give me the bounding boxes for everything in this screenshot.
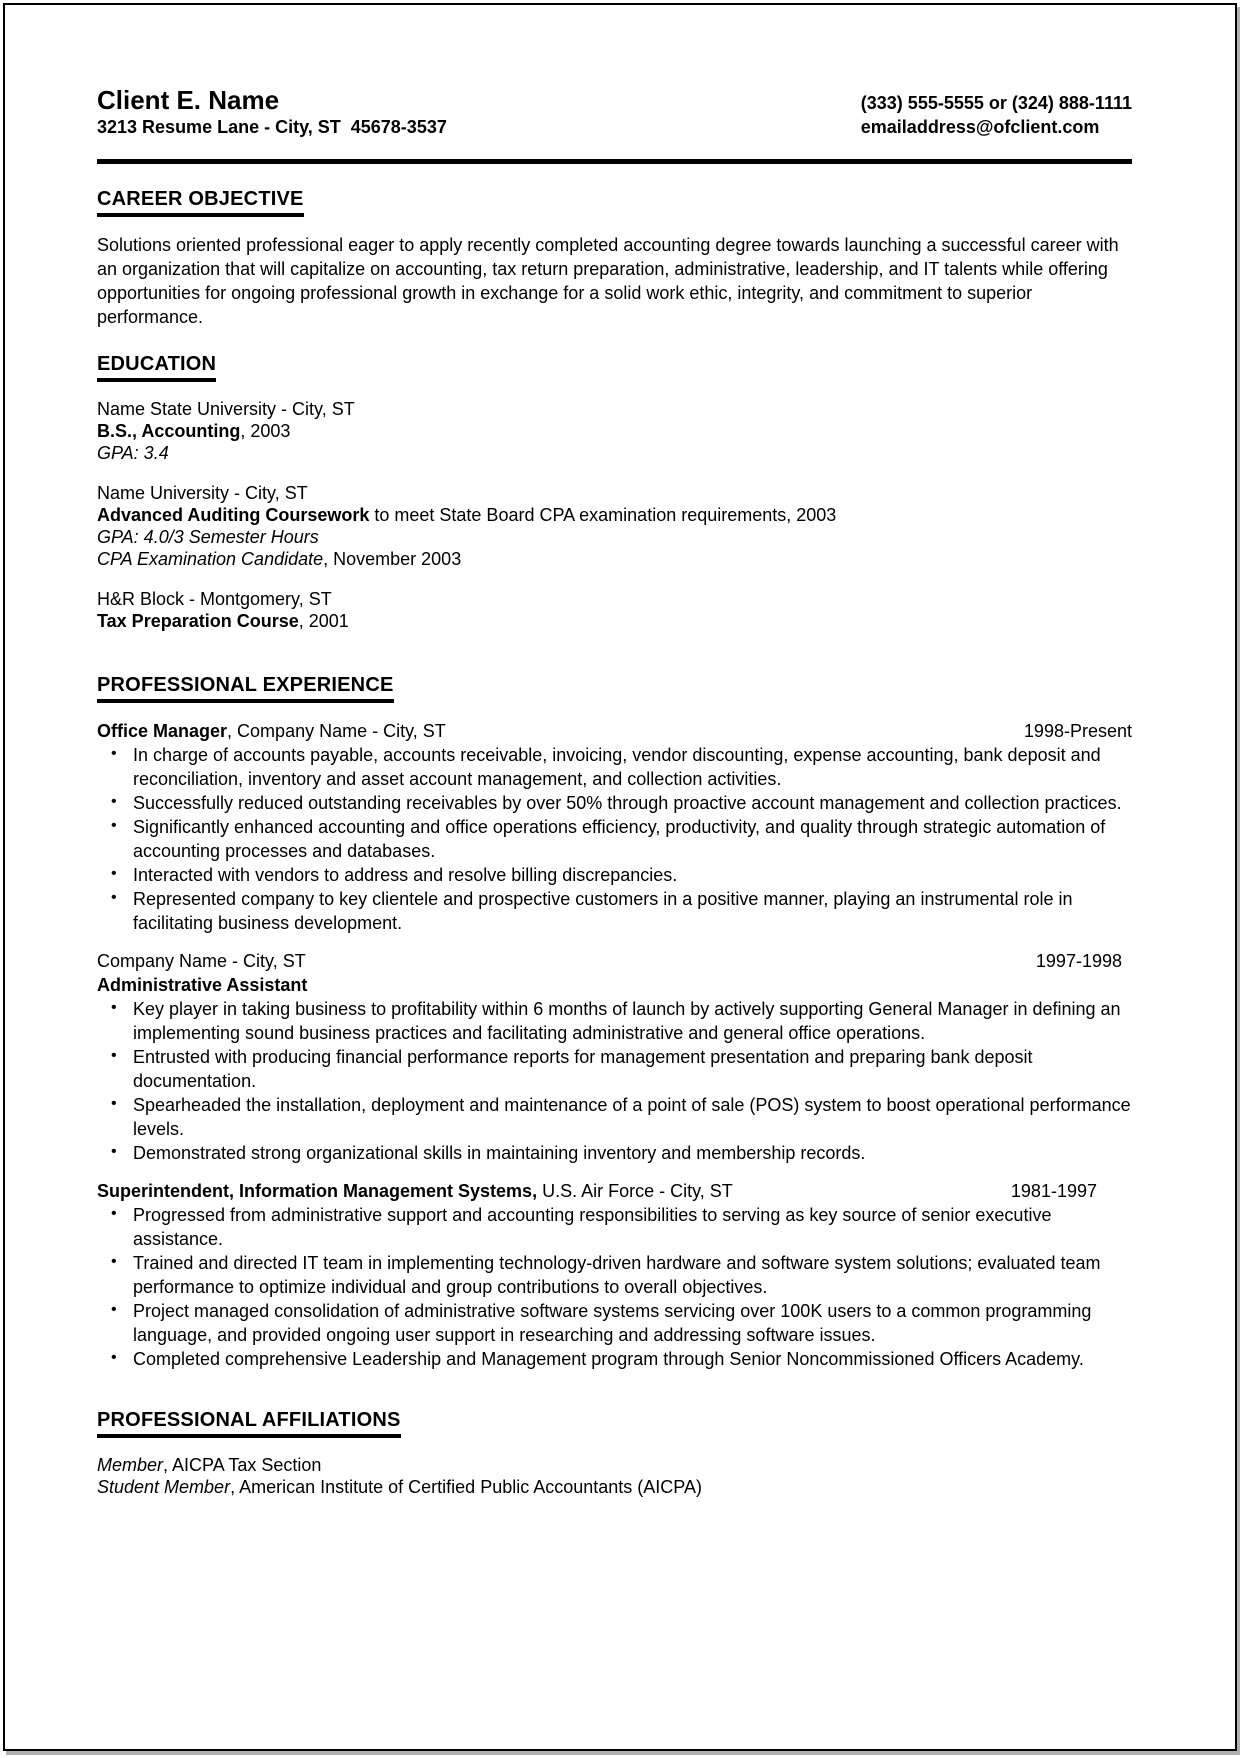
job-title-bold: Administrative Assistant bbox=[97, 975, 308, 995]
job-header bbox=[97, 1179, 1132, 1203]
affiliation-item bbox=[97, 1454, 1132, 1476]
career-objective-heading: CAREER OBJECTIVE bbox=[97, 188, 304, 217]
bullet-icon: • bbox=[111, 745, 117, 762]
bullet-text: Demonstrated strong organizational skills in maintaining inventory and membership records. bbox=[133, 1143, 866, 1163]
bullet-icon: • bbox=[111, 1143, 117, 1160]
job-company: Company Name - City, ST bbox=[97, 951, 306, 971]
bullet-text: Interacted with vendors to address and resolve billing discrepancies. bbox=[133, 865, 678, 885]
career-objective-text: Solutions oriented professional eager to apply recently completed accounting degree towards launching a successful career with an organization that will capitalize on accounting, tax return preparation, administrative, leadership, and IT talents while offering opportunities for ongoing professional growth in exchange for a solid work ethic, integrity, and commitment to superior performance. bbox=[97, 235, 1119, 327]
professional-affiliations-heading: PROFESSIONAL AFFILIATIONS bbox=[97, 1409, 401, 1438]
education-entry bbox=[97, 482, 1132, 570]
client-address: 3213 Resume Lane - City, ST 45678-3537 bbox=[97, 117, 447, 137]
job-title-bold: Superintendent, Information Management Systems, bbox=[97, 1181, 538, 1201]
education-heading: EDUCATION bbox=[97, 353, 216, 382]
job-entry bbox=[97, 949, 1132, 1165]
education-degree bbox=[97, 420, 1132, 442]
affiliation-role-italic: Member bbox=[97, 1455, 164, 1475]
bullet-text: Trained and directed IT team in implementing technology-driven hardware and software system solutions; evaluated team performance to optimize individual and group contributions to overall objectives. bbox=[133, 1253, 1101, 1297]
bullet-icon: • bbox=[111, 1301, 117, 1318]
bullet-item bbox=[97, 887, 1132, 935]
bullet-text: Spearheaded the installation, deployment and maintenance of a point of sale (POS) system to boost operational performance levels. bbox=[133, 1095, 1131, 1139]
bullet-text: Successfully reduced outstanding receivables by over 50% through proactive account management and collection practices. bbox=[133, 793, 1122, 813]
resume-page bbox=[3, 3, 1237, 1751]
education-degree-bold: Tax Preparation Course bbox=[97, 611, 299, 631]
education-institution: Name State University - City, ST bbox=[97, 399, 355, 419]
job-header bbox=[97, 949, 1132, 973]
job-entry bbox=[97, 1179, 1132, 1371]
bullet-item bbox=[97, 815, 1132, 863]
affiliation-org: , American Institute of Certified Public Accountants (AICPA) bbox=[230, 1477, 702, 1497]
bullet-icon: • bbox=[111, 865, 117, 882]
education-degree-bold: B.S., Accounting bbox=[97, 421, 241, 441]
section-professional-experience bbox=[97, 650, 1132, 1371]
job-entry bbox=[97, 719, 1132, 935]
bullet-icon: • bbox=[111, 1095, 117, 1112]
resume-header bbox=[97, 85, 1132, 164]
job-title-rest: , Company Name - City, ST bbox=[227, 721, 446, 741]
bullet-item bbox=[97, 791, 1132, 815]
education-exam-candidate-italic: CPA Examination Candidate bbox=[97, 549, 324, 569]
education-institution: H&R Block - Montgomery, ST bbox=[97, 589, 332, 609]
professional-experience-heading: PROFESSIONAL EXPERIENCE bbox=[97, 674, 394, 703]
client-phone: (333) 555-5555 or (324) 888-1111 bbox=[860, 93, 1132, 113]
bullet-icon: • bbox=[111, 1047, 117, 1064]
bullet-icon: • bbox=[111, 817, 117, 834]
education-entry bbox=[97, 398, 1132, 464]
bullet-icon: • bbox=[111, 1205, 117, 1222]
education-gpa: GPA: 3.4 bbox=[97, 443, 169, 463]
bullet-icon: • bbox=[111, 889, 117, 906]
header-left bbox=[97, 85, 447, 139]
bullet-item bbox=[97, 1347, 1132, 1371]
education-degree-rest: to meet State Board CPA examination requirements, 2003 bbox=[369, 505, 837, 525]
education-exam-candidate bbox=[97, 548, 1132, 570]
education-exam-candidate-rest: , November 2003 bbox=[323, 549, 462, 569]
bullet-icon: • bbox=[111, 999, 117, 1016]
bullet-text: Represented company to key clientele and prospective customers in a positive manner, playing an instrumental role in facilitating business development. bbox=[133, 889, 1073, 933]
bullet-item bbox=[97, 997, 1132, 1045]
job-header bbox=[97, 719, 1132, 743]
bullet-icon: • bbox=[111, 1253, 117, 1270]
education-entry bbox=[97, 588, 1132, 632]
job-title-bold: Office Manager bbox=[97, 721, 228, 741]
education-gpa: GPA: 4.0/3 Semester Hours bbox=[97, 527, 319, 547]
bullet-text: In charge of accounts payable, accounts receivable, invoicing, vendor discounting, expense accounting, bank deposit and reconciliation, inventory and asset account management, and collection activities. bbox=[133, 745, 1101, 789]
bullet-item bbox=[97, 1141, 1132, 1165]
education-degree-rest: , 2001 bbox=[298, 611, 349, 631]
affiliation-item bbox=[97, 1476, 1132, 1498]
header-row bbox=[97, 85, 1132, 139]
section-professional-affiliations bbox=[97, 1385, 1132, 1498]
bullet-text: Progressed from administrative support and accounting responsibilities to serving as key source of senior executive assistance. bbox=[133, 1205, 1052, 1249]
bullet-text: Project managed consolidation of administrative software systems servicing over 100K users to a common programming language, and provided ongoing user support in researching and addressing software issues. bbox=[133, 1301, 1092, 1345]
education-institution: Name University - City, ST bbox=[97, 483, 308, 503]
education-degree-rest: , 2003 bbox=[240, 421, 291, 441]
affiliation-org: , AICPA Tax Section bbox=[163, 1455, 322, 1475]
job-title bbox=[97, 719, 446, 743]
job-dates: 1997-1998 bbox=[1035, 951, 1122, 971]
education-degree bbox=[97, 504, 1132, 526]
bullet-text: Significantly enhanced accounting and office operations efficiency, productivity, and quality through strategic automation of accounting processes and databases. bbox=[133, 817, 1106, 861]
job-dates: 1981-1997 bbox=[1010, 1181, 1097, 1201]
job-title-rest: U.S. Air Force - City, ST bbox=[537, 1181, 733, 1201]
bullet-item bbox=[97, 1203, 1132, 1251]
job-title bbox=[97, 1179, 733, 1203]
bullet-item bbox=[97, 743, 1132, 791]
education-degree-bold: Advanced Auditing Coursework bbox=[97, 505, 370, 525]
client-email: emailaddress@ofclient.com bbox=[860, 117, 1100, 137]
section-education bbox=[97, 329, 1132, 632]
job-dates: 1998-Present bbox=[1023, 721, 1132, 741]
bullet-icon: • bbox=[111, 1349, 117, 1366]
bullet-icon: • bbox=[111, 793, 117, 810]
bullet-item bbox=[97, 1299, 1132, 1347]
bullet-item bbox=[97, 1093, 1132, 1141]
bullet-text: Completed comprehensive Leadership and Management program through Senior Noncommissioned Officers Academy. bbox=[133, 1349, 1084, 1369]
bullet-item bbox=[97, 1045, 1132, 1093]
bullet-text: Key player in taking business to profitability within 6 months of launch by actively supporting General Manager in defining an implementing sound business practices and facilitating administrative and general office operations. bbox=[133, 999, 1121, 1043]
bullet-text: Entrusted with producing financial performance reports for management presentation and preparing bank deposit documentation. bbox=[133, 1047, 1033, 1091]
bullet-item bbox=[97, 1251, 1132, 1299]
bullet-item bbox=[97, 863, 1132, 887]
affiliation-role-italic: Student Member bbox=[97, 1477, 231, 1497]
header-right bbox=[861, 91, 1132, 139]
client-name: Client E. Name bbox=[97, 85, 280, 115]
education-degree bbox=[97, 610, 1132, 632]
section-career-objective bbox=[97, 164, 1132, 329]
